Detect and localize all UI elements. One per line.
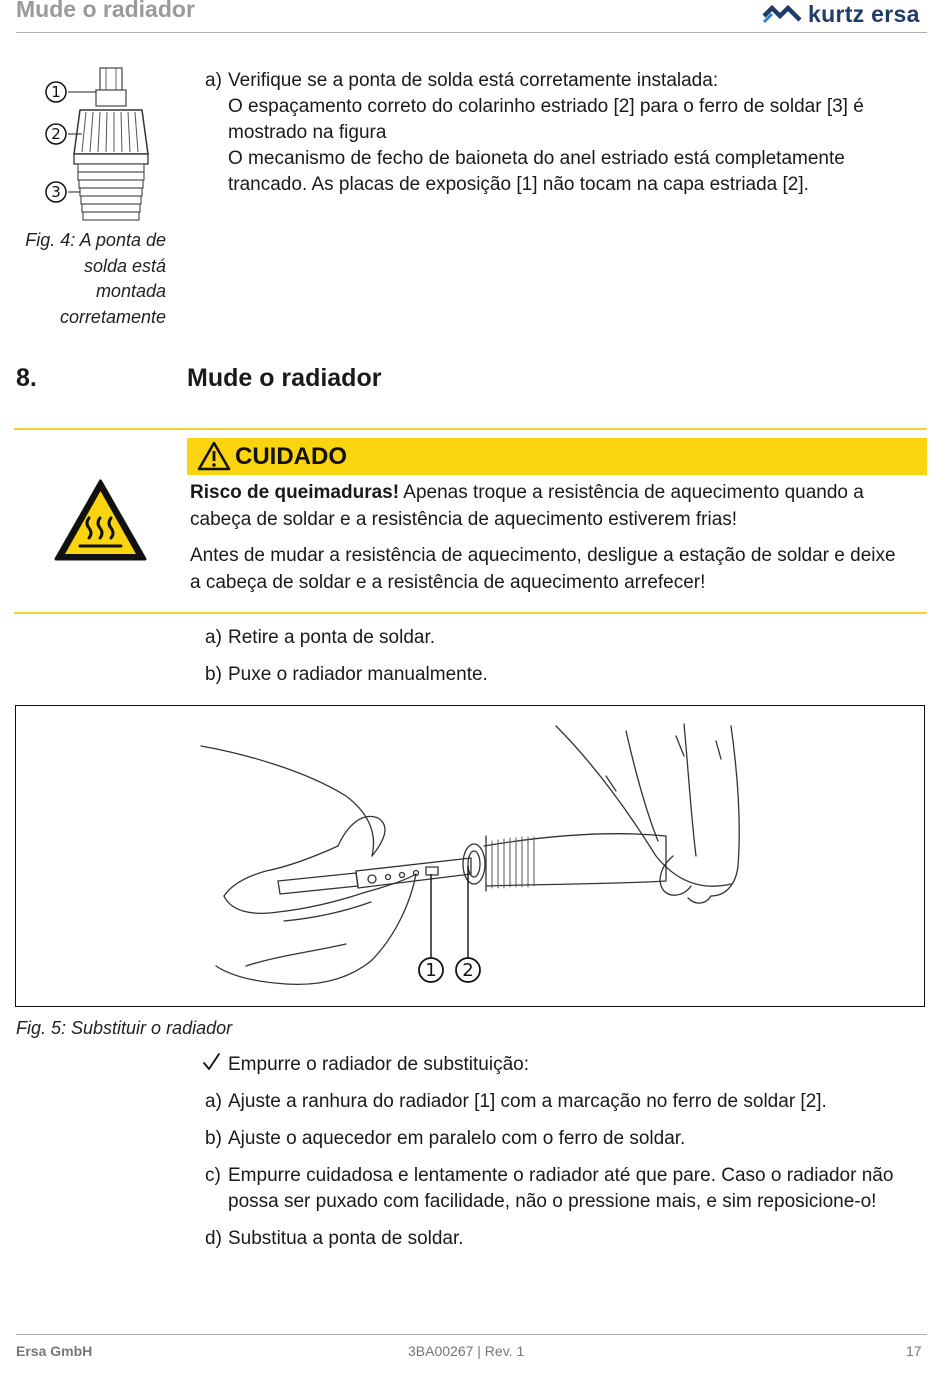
step-label: a) — [205, 1091, 222, 1112]
fig4-callout-3: 3 — [51, 183, 61, 201]
section-number: 8. — [16, 364, 37, 392]
step-text: Puxe o radiador manualmente. — [228, 664, 488, 685]
step-label: d) — [205, 1228, 222, 1249]
intro-line-4: O mecanismo de fecho de baioneta do anel estriado está completamente — [228, 148, 845, 169]
step-label: b) — [205, 664, 222, 685]
step-text: Retire a ponta de soldar. — [228, 627, 436, 648]
logo-text: kurtz ersa — [808, 0, 920, 27]
footer-company: Ersa GmbH — [16, 1343, 93, 1359]
fig4-caption — [10, 228, 166, 330]
footer-rule — [16, 1334, 927, 1335]
section-title: Mude o radiador — [187, 364, 382, 392]
step-label: b) — [205, 1128, 222, 1149]
intro-line-5: trancado. As placas de exposição [1] não tocam na capa estriada [2]. — [228, 174, 809, 195]
step-text: Ajuste o aquecedor em paralelo com o ferro de soldar. — [228, 1128, 686, 1149]
kurtz-ersa-logo-icon — [762, 3, 802, 25]
intro-step — [205, 68, 927, 200]
caution-banner — [187, 438, 927, 475]
warning-para2-line-1: Antes de mudar a resistência de aquecimento, desligue a estação de soldar e deixe — [190, 545, 896, 566]
warning-line-1-rest: Apenas troque a resistência de aquecimento quando a — [399, 482, 864, 503]
warning-line-2: cabeça de soldar e a resistência de aquecimento estiverem frias! — [190, 509, 738, 530]
step-push-a — [205, 1089, 927, 1117]
push-heading — [205, 1052, 927, 1080]
step-text: Ajuste a ranhura do radiador [1] com a marcação no ferro de soldar [2]. — [228, 1091, 827, 1112]
fig4-soldering-tip-illustration — [40, 64, 165, 224]
brand-logo — [762, 0, 920, 28]
fig5-caption: Fig. 5: Substituir o radiador — [16, 1018, 233, 1038]
footer-doc-id: 3BA00267 | Rev. 1 — [408, 1343, 525, 1359]
warning-bottom-rule — [14, 612, 927, 614]
warning-top-rule — [14, 428, 927, 430]
fig5-frame — [15, 705, 925, 1007]
header-rule — [16, 32, 927, 33]
footer-page-number: 17 — [906, 1343, 922, 1359]
fig5-callout-2: 2 — [462, 960, 474, 981]
step-label: a) — [205, 627, 222, 648]
step-remove-a — [205, 625, 927, 653]
warning-line-1 — [190, 479, 927, 506]
warning-text — [190, 479, 927, 596]
step-text: possa ser puxado com facilidade, não o pressione mais, e sim reposicione-o! — [228, 1191, 877, 1212]
fig4-caption-line: solda está — [83, 255, 166, 276]
warning-para2-line-2: a cabeça de soldar e a resistência de aquecimento arrefecer! — [190, 572, 706, 593]
push-heading-text: Empurre o radiador de substituição: — [228, 1054, 529, 1075]
page-header-title: Mude o radiador — [16, 0, 195, 22]
fig5-callout-1: 1 — [425, 960, 437, 981]
step-label: a) — [205, 70, 222, 91]
step-push-c — [205, 1163, 927, 1217]
step-text: Empurre cuidadosa e lentamente o radiador até que pare. Caso o radiador não — [228, 1165, 894, 1186]
warning-triangle-icon — [197, 441, 231, 471]
fig4-caption-line: Fig. 4: A ponta de — [25, 230, 166, 250]
fig4-callout-2: 2 — [51, 125, 61, 143]
warning-bold-lead: Risco de queimaduras! — [190, 482, 400, 503]
intro-line-1: Verifique se a ponta de solda está corretamente instalada: — [228, 70, 719, 91]
hot-surface-warning-icon — [53, 478, 148, 563]
step-label: c) — [205, 1165, 221, 1186]
fig4-caption-line: montada — [95, 281, 166, 301]
step-remove-b — [205, 662, 927, 690]
intro-line-3: mostrado na figura — [228, 122, 387, 143]
step-push-d — [205, 1226, 927, 1254]
fig4-caption-line: corretamente — [59, 306, 166, 327]
caution-label: CUIDADO — [235, 443, 347, 470]
fig4-callout-1: 1 — [51, 83, 61, 101]
step-text: Substitua a ponta de soldar. — [228, 1228, 464, 1249]
step-push-b — [205, 1126, 927, 1154]
fig5-replace-heater-illustration — [16, 706, 923, 1005]
intro-line-2: O espaçamento correto do colarinho estriado [2] para o ferro de soldar [3] é — [228, 96, 864, 117]
check-icon — [201, 1051, 221, 1081]
